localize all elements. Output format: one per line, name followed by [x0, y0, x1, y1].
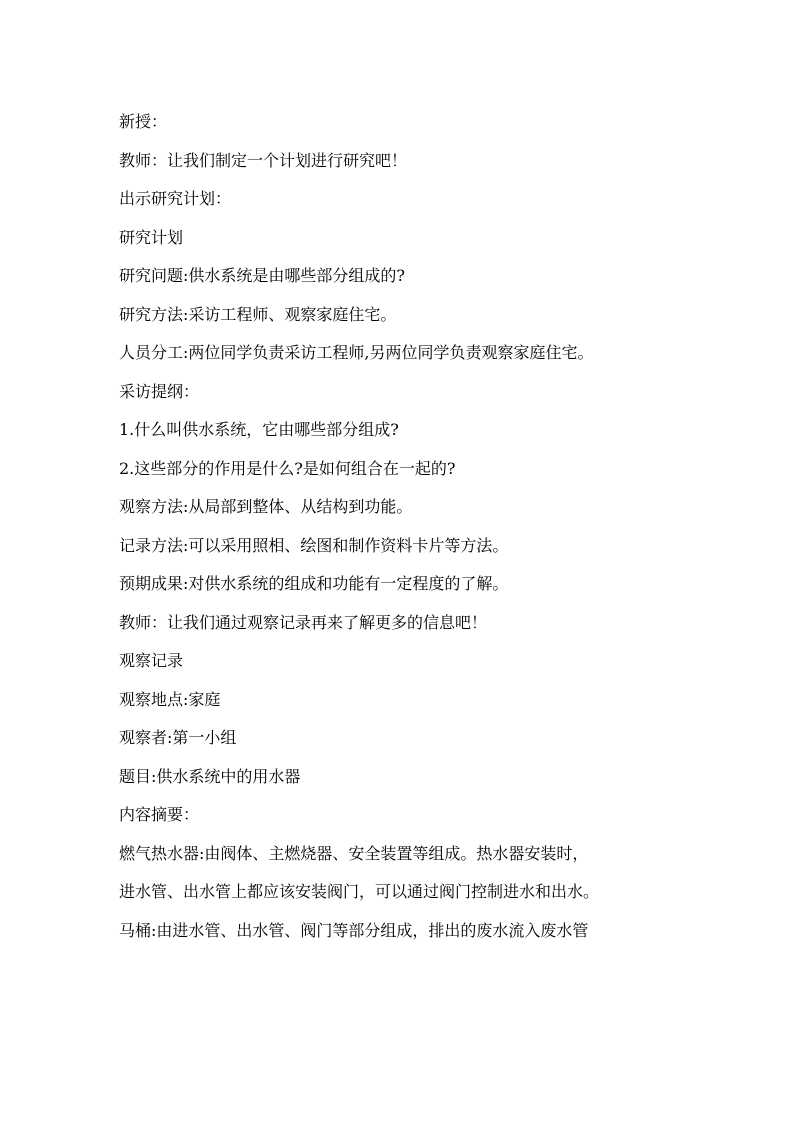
- text-line: 预期成果:对供水系统的组成和功能有一定程度的了解。: [119, 574, 509, 593]
- text-line: 出示研究计划：: [119, 189, 232, 208]
- text-line: 新授：: [119, 112, 168, 131]
- text-line: 人员分工:两位同学负责采访工程师,另两位同学负责观察家庭住宅。: [119, 343, 594, 362]
- text-line: 进水管、出水管上都应该安装阀门，可以通过阀门控制进水和出水。: [119, 882, 600, 901]
- text-line: 研究方法:采访工程师、观察家庭住宅。: [119, 304, 397, 324]
- document-body: [119, 103, 689, 950]
- text-line: 研究计划: [119, 227, 184, 247]
- text-line: 观察方法:从局部到整体、从结构到功能。: [119, 497, 413, 516]
- text-line: 观察者:第一小组: [119, 728, 237, 747]
- text-line: 观察记录: [119, 651, 184, 670]
- text-line: 采访提纲：: [119, 381, 200, 401]
- text-line: 内容摘要：: [119, 805, 200, 824]
- text-line: 记录方法:可以采用照相、绘图和制作资料卡片等方法。: [119, 535, 509, 555]
- text-line: 2.这些部分的作用是什么?是如何组合在一起的?: [119, 458, 456, 478]
- text-line: 1.什么叫供水系统，它由哪些部分组成?: [119, 420, 399, 439]
- text-line: 观察地点:家庭: [119, 689, 221, 709]
- text-line: 燃气热水器:由阀体、主燃烧器、安全装置等组成。热水器安装时，: [119, 843, 589, 863]
- text-line: 马桶:由进水管、出水管、阀门等部分组成，排出的废水流入废水管: [119, 920, 589, 940]
- text-line: 教师：让我们制定一个计划进行研究吧！: [119, 150, 408, 170]
- text-line: 题目:供水系统中的用水器: [119, 766, 301, 786]
- text-line: 研究问题:供水系统是由哪些部分组成的?: [119, 266, 405, 285]
- text-line: 教师：让我们通过观察记录再来了解更多的信息吧！: [119, 612, 488, 632]
